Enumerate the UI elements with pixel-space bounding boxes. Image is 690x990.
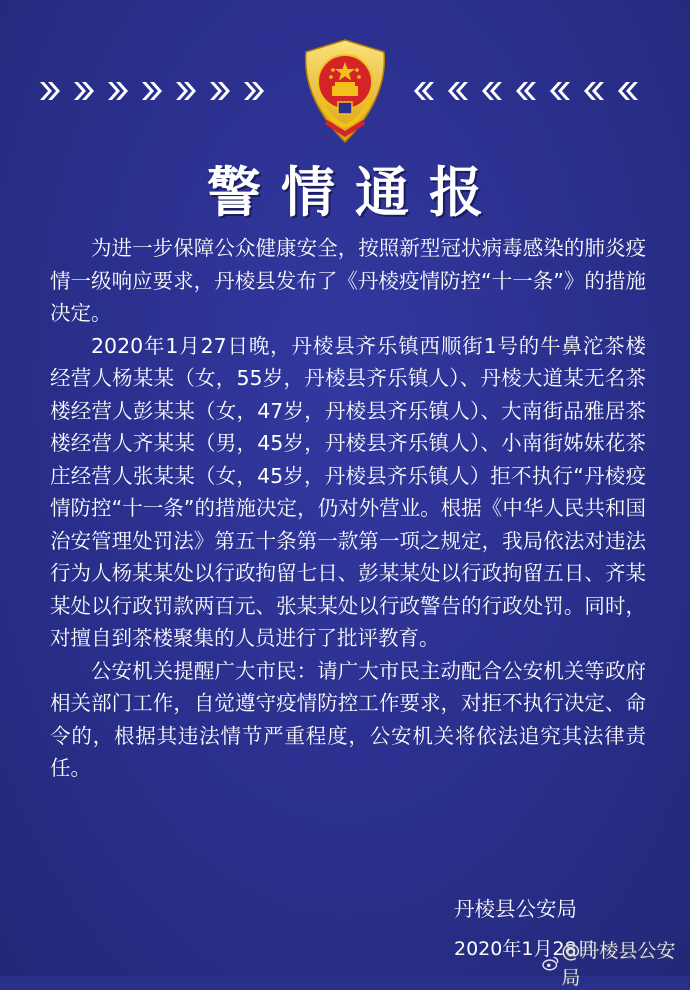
notice-body bbox=[50, 232, 646, 785]
issue-date: 2020年1月28日 bbox=[454, 938, 596, 960]
watermark-text: @丹棱县公安局 bbox=[561, 940, 676, 989]
double-chevron-icon bbox=[204, 76, 234, 106]
double-chevron-icon bbox=[614, 76, 644, 106]
double-chevron-icon bbox=[102, 76, 132, 106]
double-chevron-icon bbox=[546, 76, 576, 106]
double-chevron-icon bbox=[444, 76, 474, 106]
double-chevron-icon bbox=[410, 76, 440, 106]
issuer-signature: 丹棱县公安局 bbox=[454, 897, 577, 921]
paragraph-intro: 为进一步保障公众健康安全，按照新型冠状病毒感染的肺炎疫情一级响应要求，丹棱县发布了《丹棱疫情防控“十一条”》的措施决定。 bbox=[50, 236, 646, 325]
double-chevron-icon bbox=[478, 76, 508, 106]
left-chevron-row bbox=[34, 76, 268, 106]
double-chevron-icon bbox=[34, 76, 64, 106]
right-chevron-row bbox=[410, 76, 644, 106]
paragraph-reminder: 公安机关提醒广大市民：请广大市民主动配合公安机关等政府相关部门工作，自觉遵守疫情防控工作要求，对拒不执行决定、命令的，根据其违法情节严重程度，公安机关将依法追究其法律责任。 bbox=[50, 658, 646, 780]
double-chevron-icon bbox=[580, 76, 610, 106]
double-chevron-icon bbox=[68, 76, 98, 106]
double-chevron-icon bbox=[512, 76, 542, 106]
paragraph-incident: 2020年1月27日晚，丹棱县齐乐镇西顺街1号的牛鼻沱茶楼经营人杨某某（女，55岁，丹棱县齐乐镇人）、丹棱大道某无名茶楼经营人彭某某（女，47岁，丹棱县齐乐镇人）、大南街品雅居茶楼经营人齐某某（男，45岁，丹棱县齐乐镇人）、小南街姊妹花茶庄经营人张某某（女，45岁，丹棱县齐乐镇人）拒不执行“丹棱疫情防控“十一条”的措施决定，仍对外营业。根据《中华人民共和国治安管理处罚法》第五十条第一款第一项之规定，我局依法对违法行为人杨某某处以行政拘留七日、彭某某处以行政拘留五日、齐某某处以行政罚款两百元、张某某处以行政警告的行政处罚。同时，对擅自到茶楼聚集的人员进行了批评教育。 bbox=[50, 333, 646, 650]
weibo-watermark bbox=[542, 936, 690, 990]
notice-title: 警情通报 bbox=[207, 161, 503, 224]
police-emblem-icon bbox=[298, 38, 392, 146]
weibo-icon bbox=[542, 955, 559, 971]
double-chevron-icon bbox=[136, 76, 166, 106]
double-chevron-icon bbox=[170, 76, 200, 106]
double-chevron-icon bbox=[238, 76, 268, 106]
